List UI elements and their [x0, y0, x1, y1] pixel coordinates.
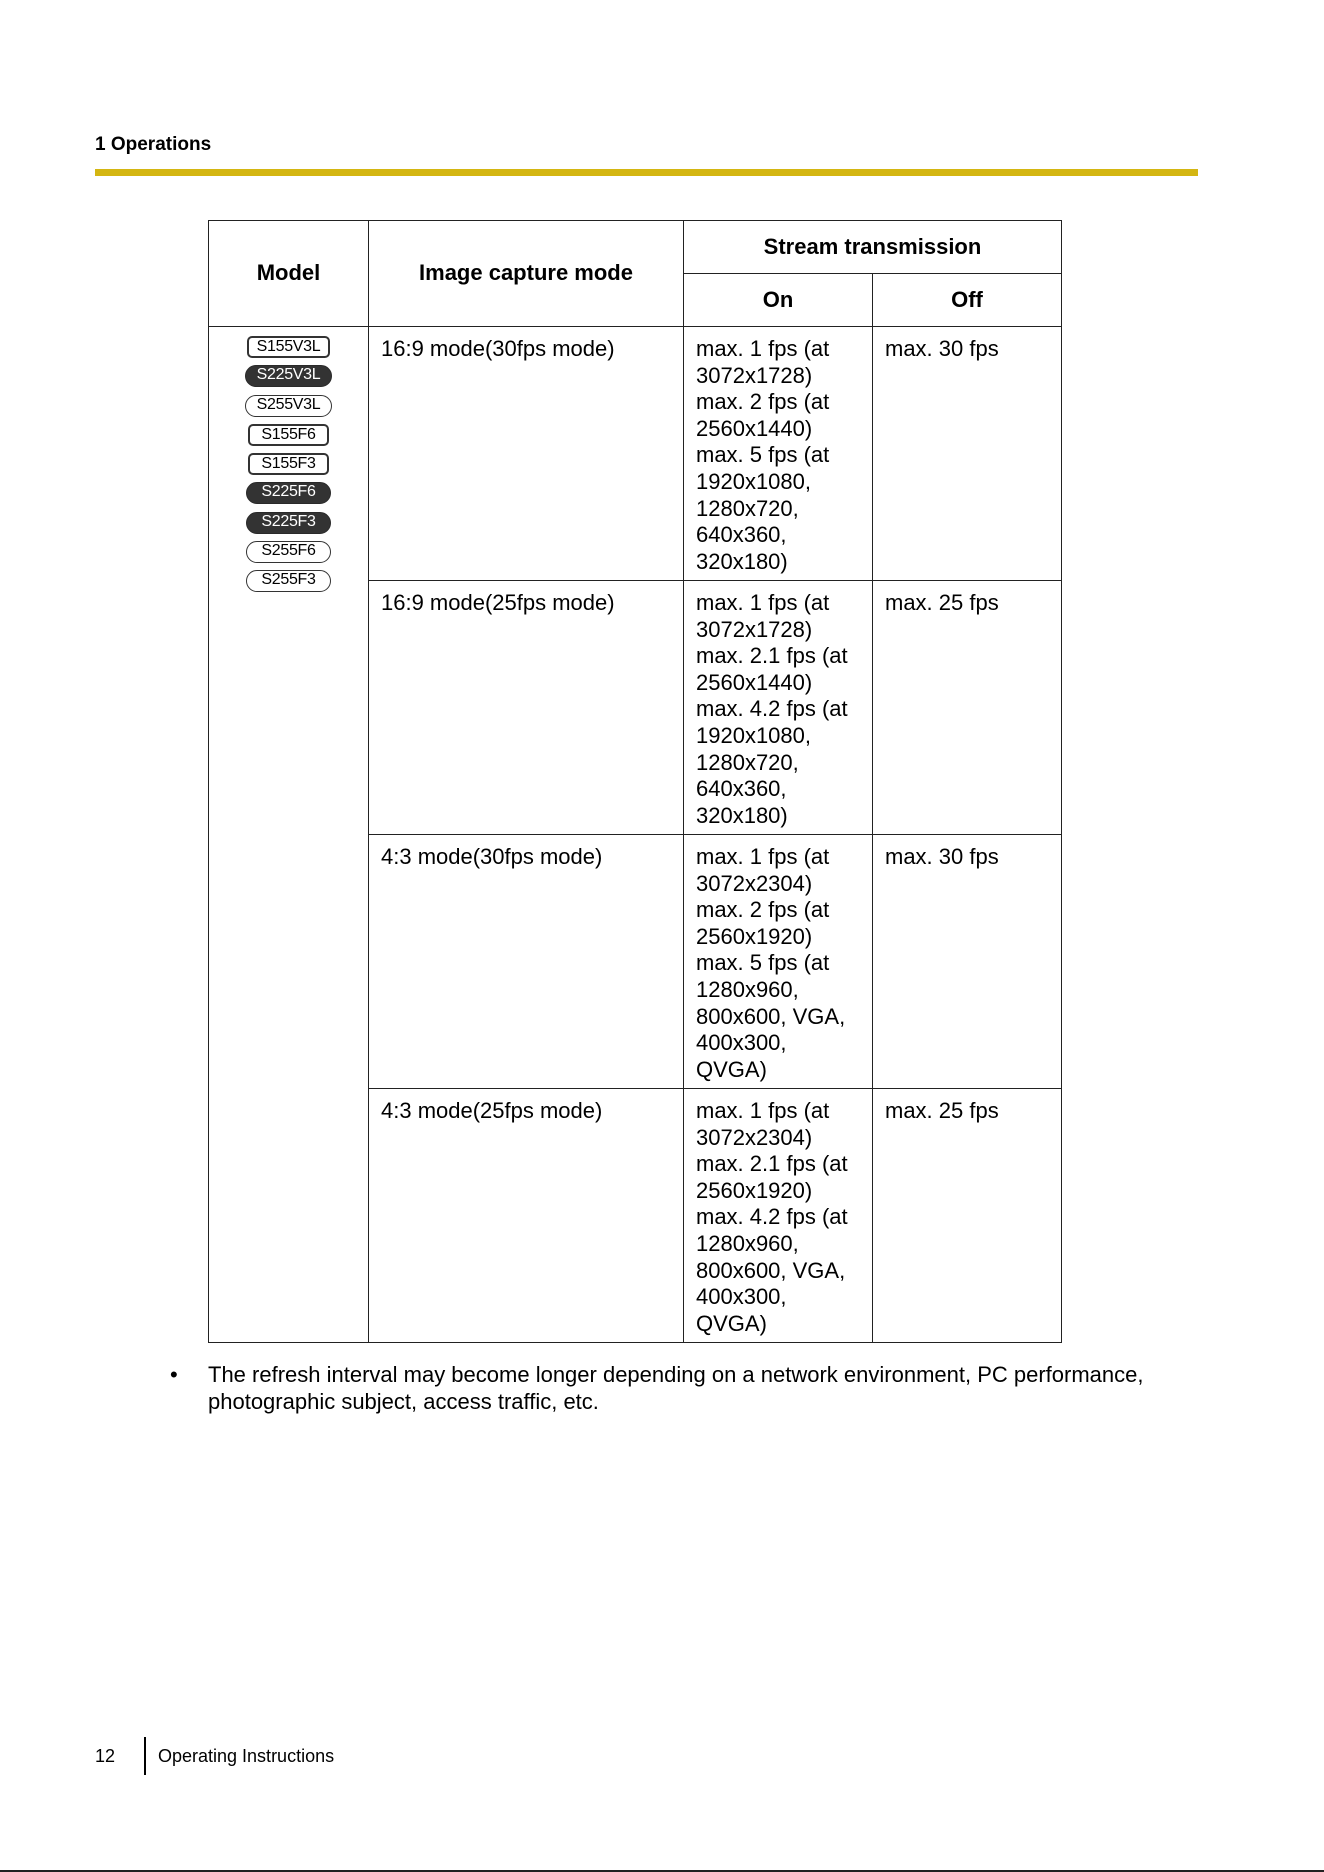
stream-on-line: 1280x720,	[696, 495, 799, 521]
stream-on-line: max. 2.1 fps (at	[696, 643, 848, 669]
stream-on-line: 1920x1080,	[696, 468, 811, 494]
stream-on-line: 800x600, VGA,	[696, 1003, 846, 1029]
stream-on-line: 2560x1920)	[696, 923, 813, 949]
stream-on-line: 3072x1728)	[696, 362, 813, 388]
bullet-marker: •	[170, 1362, 178, 1387]
model-badge: S225F6	[246, 482, 331, 504]
capture-mode-cell: 4:3 mode(25fps mode)	[369, 1089, 684, 1343]
model-badge: S255F3	[246, 570, 331, 592]
stream-on-line: 2560x1920)	[696, 1177, 813, 1203]
stream-on-line: 1920x1080,	[696, 722, 811, 748]
stream-on-line: 320x180)	[696, 802, 788, 828]
header-off: Off	[873, 274, 1062, 327]
stream-on-cell	[684, 835, 873, 1089]
model-badge: S155V3L	[247, 336, 331, 358]
stream-on-line: 2560x1440)	[696, 415, 813, 441]
stream-on-cell	[684, 1089, 873, 1343]
table-row	[209, 327, 1062, 581]
stream-on-line: max. 5 fps (at	[696, 950, 830, 976]
model-badge: S155F6	[248, 424, 329, 446]
stream-on-line: 1280x960,	[696, 1230, 799, 1256]
model-badge: S255F6	[246, 541, 331, 563]
stream-off-cell: max. 30 fps	[873, 835, 1062, 1089]
model-badge-list	[221, 336, 356, 600]
footer-divider	[144, 1737, 146, 1775]
stream-off-cell: max. 25 fps	[873, 1089, 1062, 1343]
refresh-interval-note	[170, 1361, 1170, 1415]
model-badge: S155F3	[248, 453, 329, 475]
document-title: Operating Instructions	[158, 1746, 335, 1766]
stream-on-line: 1280x960,	[696, 976, 799, 1002]
note-text: The refresh interval may become longer depending on a network environment, PC performance, photographic subject, access traffic, etc.	[208, 1362, 1144, 1414]
stream-on-line: 1280x720,	[696, 749, 799, 775]
stream-on-line: 3072x2304)	[696, 870, 813, 896]
stream-on-line: 400x300,	[696, 1030, 787, 1056]
stream-off-cell: max. 25 fps	[873, 581, 1062, 835]
stream-on-line: max. 1 fps (at	[696, 844, 830, 869]
model-badge: S225V3L	[245, 365, 333, 387]
stream-on-line: 400x300,	[696, 1284, 787, 1310]
stream-on-line: max. 5 fps (at	[696, 442, 830, 468]
header-on: On	[684, 274, 873, 327]
stream-on-line: 320x180)	[696, 548, 788, 574]
stream-on-line: 800x600, VGA,	[696, 1257, 846, 1283]
stream-on-line: max. 4.2 fps (at	[696, 1204, 848, 1230]
stream-on-line: max. 1 fps (at	[696, 1098, 830, 1123]
stream-on-line: 640x360,	[696, 776, 787, 802]
stream-on-line: max. 2 fps (at	[696, 897, 830, 923]
stream-on-line: 640x360,	[696, 522, 787, 548]
stream-on-line: max. 4.2 fps (at	[696, 696, 848, 722]
stream-transmission-table	[208, 220, 1062, 1343]
stream-on-line: max. 1 fps (at	[696, 590, 830, 615]
stream-on-line: QVGA)	[696, 1056, 767, 1082]
header-model: Model	[209, 221, 369, 327]
stream-on-line: max. 2 fps (at	[696, 389, 830, 415]
stream-on-cell	[684, 327, 873, 581]
stream-off-cell: max. 30 fps	[873, 327, 1062, 581]
page-number: 12	[95, 1746, 116, 1766]
section-title: 1 Operations	[95, 134, 212, 155]
header-stream-transmission: Stream transmission	[684, 221, 1062, 274]
header-image-capture-mode: Image capture mode	[369, 221, 684, 327]
model-badge: S225F3	[246, 512, 331, 534]
model-badge: S255V3L	[245, 395, 333, 417]
stream-on-line: max. 1 fps (at	[696, 336, 830, 361]
stream-on-line: QVGA)	[696, 1310, 767, 1336]
stream-on-line: 3072x1728)	[696, 616, 813, 642]
stream-on-line: max. 2.1 fps (at	[696, 1151, 848, 1177]
stream-on-cell	[684, 581, 873, 835]
capture-mode-cell: 16:9 mode(30fps mode)	[369, 327, 684, 581]
model-cell	[209, 327, 369, 1343]
stream-on-line: 3072x2304)	[696, 1124, 813, 1150]
header-rule	[95, 169, 1198, 176]
stream-on-line: 2560x1440)	[696, 669, 813, 695]
capture-mode-cell: 4:3 mode(30fps mode)	[369, 835, 684, 1089]
capture-mode-cell: 16:9 mode(25fps mode)	[369, 581, 684, 835]
